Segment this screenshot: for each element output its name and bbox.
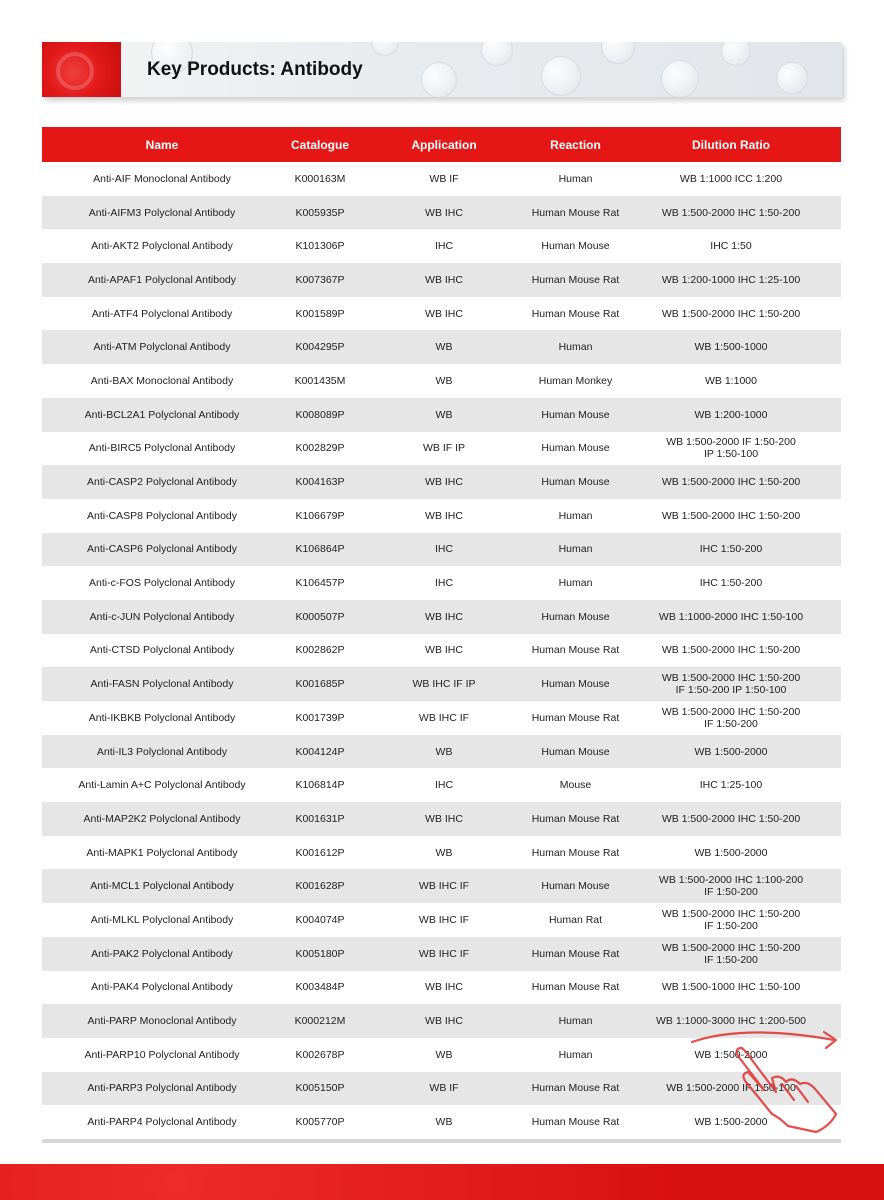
page-title: Key Products: Antibody — [147, 59, 363, 80]
cell-application: WB IHC — [425, 273, 463, 286]
cell-reaction: Human Mouse — [541, 678, 610, 691]
cell-application: WB — [435, 846, 453, 859]
cell-dilution-ratio: WB 1:1000 — [705, 374, 757, 387]
cell-name: Anti-CASP2 Polyclonal Antibody — [87, 476, 237, 489]
cell-application: WB IHC — [425, 509, 463, 522]
cell-dilution-ratio: WB 1:500-2000 — [694, 1116, 768, 1129]
cell-name: Anti-PAK2 Polyclonal Antibody — [91, 947, 233, 960]
table-row — [42, 263, 841, 297]
cell-catalogue: K001589P — [295, 307, 345, 320]
cell-dilution-ratio: IHC 1:50-200 — [699, 577, 763, 590]
cell-name: Anti-BIRC5 Polyclonal Antibody — [88, 442, 236, 455]
cell-name: Anti-PAK4 Polyclonal Antibody — [91, 981, 233, 994]
cell-dilution-ratio: WB 1:500-1000 — [694, 341, 768, 354]
cell-application: WB IHC — [425, 206, 463, 219]
cell-reaction: Human Mouse Rat — [531, 206, 620, 219]
cell-application: WB IHC — [425, 476, 463, 489]
cell-reaction: Human Mouse Rat — [531, 644, 620, 657]
table-row — [42, 836, 841, 870]
table-row — [42, 533, 841, 567]
footer-stripe — [0, 1164, 884, 1200]
table-row — [42, 667, 841, 701]
cell-dilution-ratio: WB 1:1000-2000 IHC 1:50-100 — [658, 610, 804, 623]
cell-reaction: Human Mouse Rat — [531, 273, 620, 286]
cell-catalogue: K005180P — [295, 947, 345, 960]
cell-reaction: Human — [558, 1048, 593, 1061]
cell-catalogue: K106864P — [295, 543, 345, 556]
cell-dilution-ratio: WB 1:500-2000 IF 1:50-100 — [666, 1082, 796, 1095]
antibody-table — [42, 127, 841, 1143]
cell-application: WB IF IP — [423, 442, 465, 455]
cell-name: Anti-ATF4 Polyclonal Antibody — [91, 307, 233, 320]
cell-reaction: Human Mouse Rat — [531, 1116, 620, 1129]
cell-dilution-ratio — [621, 874, 841, 898]
table-row — [42, 634, 841, 668]
cell-dilution-ratio: WB 1:1000-3000 IHC 1:200-500 — [655, 1015, 806, 1028]
cell-reaction: Human Mouse Rat — [531, 947, 620, 960]
dilution-line: IP 1:50-100 — [703, 448, 759, 461]
table-row — [42, 196, 841, 230]
cell-application: IHC — [434, 779, 454, 792]
cell-dilution-ratio — [621, 672, 841, 696]
cell-name: Anti-PARP4 Polyclonal Antibody — [87, 1116, 237, 1129]
table-row — [42, 229, 841, 263]
cell-name: Anti-MLKL Polyclonal Antibody — [90, 913, 234, 926]
cell-catalogue: K002862P — [295, 644, 345, 657]
cell-reaction: Human — [558, 341, 593, 354]
cell-application: WB IHC — [425, 812, 463, 825]
column-header-reaction: Reaction — [550, 137, 601, 152]
cell-reaction: Human Mouse — [541, 745, 610, 758]
cell-name: Anti-PARP10 Polyclonal Antibody — [84, 1048, 240, 1061]
cell-dilution-ratio: WB 1:500-1000 IHC 1:50-100 — [661, 981, 801, 994]
cell-application: WB — [435, 1116, 453, 1129]
table-row — [42, 903, 841, 937]
table-row — [42, 937, 841, 971]
table-row — [42, 735, 841, 769]
cell-catalogue: K001685P — [295, 678, 345, 691]
cell-catalogue: K002678P — [295, 1048, 345, 1061]
cell-catalogue: K004074P — [295, 913, 345, 926]
cell-dilution-ratio: WB 1:500-2000 IHC 1:50-200 — [661, 812, 801, 825]
cell-name: Anti-c-FOS Polyclonal Antibody — [89, 577, 235, 590]
table-row — [42, 971, 841, 1005]
cell-application: WB IF — [429, 1082, 459, 1095]
cell-application: WB — [435, 408, 453, 421]
column-header-catalogue: Catalogue — [290, 137, 349, 152]
cell-application: WB IHC — [425, 1015, 463, 1028]
cell-reaction: Human Mouse — [541, 240, 610, 253]
cell-application: WB — [435, 374, 453, 387]
cell-catalogue: K008089P — [295, 408, 345, 421]
column-header-dilution-ratio: Dilution Ratio — [692, 137, 770, 152]
dilution-line: WB 1:500-2000 IHC 1:50-200 — [661, 941, 801, 954]
cell-catalogue: K101306P — [295, 240, 345, 253]
cell-dilution-ratio: WB 1:200-1000 IHC 1:25-100 — [661, 273, 801, 286]
cell-name: Anti-CASP8 Polyclonal Antibody — [87, 509, 237, 522]
cell-reaction: Human — [558, 577, 593, 590]
cell-dilution-ratio: WB 1:500-2000 — [694, 1048, 768, 1061]
table-row — [42, 802, 841, 836]
dilution-line: WB 1:500-2000 IHC 1:100-200 — [658, 874, 804, 887]
banner-red-block — [42, 42, 121, 97]
cell-application: WB — [435, 745, 453, 758]
dilution-line: WB 1:500-2000 IHC 1:50-200 — [661, 705, 801, 718]
cell-reaction: Human Mouse — [541, 476, 610, 489]
dilution-line: WB 1:500-2000 IF 1:50-200 — [666, 436, 796, 449]
cell-dilution-ratio: WB 1:500-2000 IHC 1:50-200 — [661, 644, 801, 657]
table-row — [42, 869, 841, 903]
cell-reaction: Human Mouse Rat — [531, 981, 620, 994]
header-banner — [42, 42, 842, 97]
column-header-name: Name — [145, 137, 179, 152]
cell-application: WB IHC — [425, 981, 463, 994]
cell-name: Anti-CTSD Polyclonal Antibody — [89, 644, 235, 657]
table-row — [42, 701, 841, 735]
cell-dilution-ratio: WB 1:500-2000 IHC 1:50-200 — [661, 307, 801, 320]
dilution-line: WB 1:500-2000 IHC 1:50-200 — [661, 907, 801, 920]
dilution-line: IF 1:50-200 IP 1:50-100 — [675, 684, 787, 697]
table-row — [42, 398, 841, 432]
cell-reaction: Human — [558, 172, 593, 185]
table-body — [42, 162, 841, 1139]
cell-reaction: Human Mouse Rat — [531, 307, 620, 320]
cell-reaction: Human Mouse Rat — [531, 846, 620, 859]
cell-reaction: Mouse — [559, 779, 592, 792]
cell-catalogue: K106814P — [295, 779, 345, 792]
cell-name: Anti-PARP3 Polyclonal Antibody — [87, 1082, 237, 1095]
cell-name: Anti-IL3 Polyclonal Antibody — [96, 745, 228, 758]
cell-dilution-ratio: IHC 1:25-100 — [699, 779, 763, 792]
table-row — [42, 566, 841, 600]
cell-dilution-ratio: IHC 1:50-200 — [699, 543, 763, 556]
cell-application: WB IHC IF — [418, 880, 470, 893]
table-row — [42, 364, 841, 398]
cell-catalogue: K007367P — [295, 273, 345, 286]
cell-reaction: Human Mouse — [541, 442, 610, 455]
cell-reaction: Human — [558, 509, 593, 522]
cell-application: WB IHC IF — [418, 711, 470, 724]
cell-name: Anti-AIFM3 Polyclonal Antibody — [88, 206, 236, 219]
cell-name: Anti-AIF Monoclonal Antibody — [93, 172, 231, 185]
cell-catalogue: K005935P — [295, 206, 345, 219]
cell-name: Anti-BAX Monoclonal Antibody — [90, 374, 234, 387]
cell-name: Anti-APAF1 Polyclonal Antibody — [87, 273, 237, 286]
cell-dilution-ratio: WB 1:500-2000 — [694, 846, 768, 859]
cell-reaction: Human Mouse — [541, 610, 610, 623]
cell-catalogue: K004163P — [295, 476, 345, 489]
cell-reaction: Human Mouse Rat — [531, 1082, 620, 1095]
table-bottom-rule — [42, 1139, 841, 1143]
dilution-line: IF 1:50-200 — [704, 919, 758, 932]
table-row — [42, 768, 841, 802]
table-row — [42, 162, 841, 196]
table-row — [42, 330, 841, 364]
cell-name: Anti-ATM Polyclonal Antibody — [93, 341, 231, 354]
dilution-line: IF 1:50-200 — [704, 886, 758, 899]
cell-catalogue: K005150P — [295, 1082, 345, 1095]
cell-dilution-ratio: WB 1:500-2000 IHC 1:50-200 — [661, 509, 801, 522]
table-header — [42, 127, 841, 162]
cell-application: WB IHC IF — [418, 913, 470, 926]
cell-reaction: Human Mouse — [541, 880, 610, 893]
cell-application: WB IHC IF — [418, 947, 470, 960]
cell-name: Anti-FASN Polyclonal Antibody — [90, 678, 234, 691]
cell-name: Anti-BCL2A1 Polyclonal Antibody — [84, 408, 240, 421]
cell-name: Anti-Lamin A+C Polyclonal Antibody — [78, 779, 246, 792]
pointing-hand-icon — [684, 1022, 844, 1134]
cell-dilution-ratio: WB 1:500-2000 — [694, 745, 768, 758]
dilution-line: WB 1:500-2000 IHC 1:50-200 — [661, 672, 801, 685]
cell-catalogue: K001739P — [295, 711, 345, 724]
table-row — [42, 499, 841, 533]
dilution-line: IF 1:50-200 — [704, 953, 758, 966]
cell-catalogue: K001631P — [295, 812, 345, 825]
cell-dilution-ratio: WB 1:200-1000 — [694, 408, 768, 421]
table-row — [42, 297, 841, 331]
table-row — [42, 600, 841, 634]
cell-catalogue: K004124P — [295, 745, 345, 758]
cell-catalogue: K001612P — [295, 846, 345, 859]
dilution-line: IF 1:50-200 — [704, 717, 758, 730]
cell-dilution-ratio: WB 1:500-2000 IHC 1:50-200 — [661, 206, 801, 219]
cell-dilution-ratio — [621, 942, 841, 966]
cell-reaction: Human Monkey — [538, 374, 613, 387]
cell-dilution-ratio — [621, 908, 841, 932]
cell-reaction: Human Mouse Rat — [531, 711, 620, 724]
cell-catalogue: K000212M — [294, 1015, 346, 1028]
cell-dilution-ratio: WB 1:500-2000 IHC 1:50-200 — [661, 476, 801, 489]
column-header-application: Application — [411, 137, 477, 152]
cell-catalogue: K004295P — [295, 341, 345, 354]
cell-name: Anti-c-JUN Polyclonal Antibody — [89, 610, 235, 623]
cell-reaction: Human Mouse — [541, 408, 610, 421]
cell-catalogue: K106457P — [295, 577, 345, 590]
cell-application: WB — [435, 341, 453, 354]
cell-application: WB IHC — [425, 644, 463, 657]
cell-dilution-ratio — [621, 436, 841, 460]
cell-catalogue: K000507P — [295, 610, 345, 623]
cell-application: IHC — [434, 577, 454, 590]
table-row — [42, 465, 841, 499]
cell-application: IHC — [434, 240, 454, 253]
cell-application: WB IHC — [425, 610, 463, 623]
cell-application: WB IHC — [425, 307, 463, 320]
cell-catalogue: K001628P — [295, 880, 345, 893]
cell-catalogue: K001435M — [294, 374, 346, 387]
cell-catalogue: K002829P — [295, 442, 345, 455]
cell-application: WB IHC IF IP — [412, 678, 476, 691]
cell-reaction: Human — [558, 1015, 593, 1028]
cell-name: Anti-AKT2 Polyclonal Antibody — [91, 240, 233, 253]
cell-name: Anti-IKBKB Polyclonal Antibody — [88, 711, 236, 724]
cell-reaction: Human Mouse Rat — [531, 812, 620, 825]
cell-name: Anti-CASP6 Polyclonal Antibody — [87, 543, 237, 556]
table-row — [42, 432, 841, 466]
cell-catalogue: K106679P — [295, 509, 345, 522]
cell-dilution-ratio — [621, 706, 841, 730]
cell-dilution-ratio: IHC 1:50 — [710, 240, 752, 253]
cell-catalogue: K005770P — [295, 1116, 345, 1129]
cell-application: WB IF — [429, 172, 459, 185]
cell-name: Anti-MCL1 Polyclonal Antibody — [90, 880, 234, 893]
cell-application: WB — [435, 1048, 453, 1061]
cell-catalogue: K000163M — [294, 172, 346, 185]
cell-catalogue: K003484P — [295, 981, 345, 994]
cell-reaction: Human Rat — [548, 913, 603, 926]
cell-application: IHC — [434, 543, 454, 556]
cell-reaction: Human — [558, 543, 593, 556]
cell-name: Anti-MAPK1 Polyclonal Antibody — [86, 846, 238, 859]
cell-name: Anti-MAP2K2 Polyclonal Antibody — [83, 812, 241, 825]
cell-name: Anti-PARP Monoclonal Antibody — [87, 1015, 237, 1028]
cell-dilution-ratio: WB 1:1000 ICC 1:200 — [679, 172, 783, 185]
